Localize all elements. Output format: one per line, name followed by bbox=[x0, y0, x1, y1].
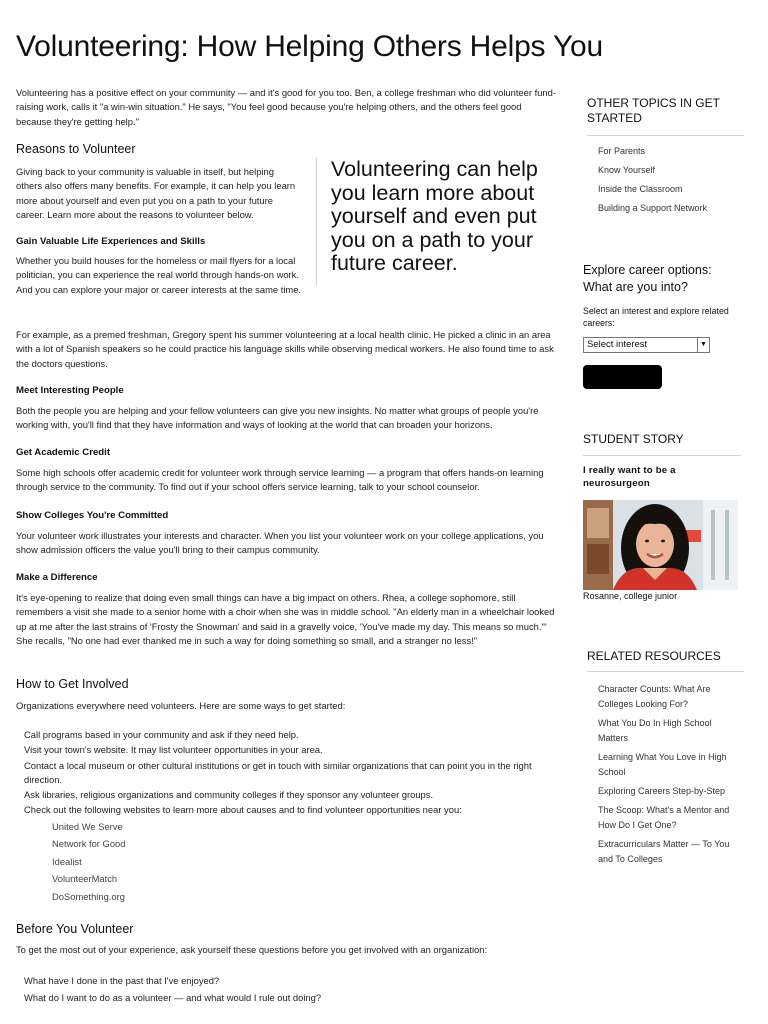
list-item: What do I want to do as a volunteer — and what would I rule out doing? bbox=[24, 992, 322, 1003]
committed-paragraph: Your volunteer work illustrates your interests and character. When you list your volunteer work on your college applications, you show admission officers the value you'll bring to their campus community. bbox=[16, 530, 544, 556]
other-topics-list bbox=[598, 144, 744, 216]
pull-quote: Volunteering can help you learn more about yourself and even put you on a path to your future career. bbox=[316, 158, 556, 286]
involved-list bbox=[24, 728, 556, 905]
resource-link-high-school-matters[interactable]: What You Do In High School Matters bbox=[598, 718, 712, 743]
experience-paragraph-2: For example, as a premed freshman, Gregory spent his summer volunteering at a local health clinic. He picked a clinic in an area with a lot of Spanish speakers so he could practice his language skills while observing medical workers. He also found time to ask the doctors questions. bbox=[16, 329, 554, 369]
interest-select-value: Select interest bbox=[587, 339, 648, 350]
resource-link-learning-what-you-love[interactable]: Learning What You Love in High School bbox=[598, 752, 727, 777]
website-link-idealist[interactable]: Idealist bbox=[52, 855, 82, 867]
experience-heading: Gain Valuable Life Experiences and Skills bbox=[16, 236, 206, 247]
interest-select[interactable] bbox=[583, 337, 710, 353]
difference-paragraph: It's eye-opening to realize that doing even small things can have a big impact on others. Rhea, a college sophomore, still remembers a visit she made to a senior home with a choir when she was in middle school. "An elderly man in a wheelchair looked up at me after the last strains of 'Frosty the Snowman' and said in a gravelly voice, 'You've made my day. This means so much.'" She recalls, "No one had ever thanked me in such a way for doing something so small, and a stranger no less!" bbox=[16, 592, 555, 646]
divider bbox=[587, 671, 744, 672]
list-item: Ask libraries, religious organizations and community colleges if they sponsor any volunteer groups. bbox=[24, 789, 434, 801]
credit-paragraph: Some high schools offer academic credit for volunteer work through service learning — a program that offers hands-on learning through service to the community. To find out if your school offers service learning, talk to your school counselor. bbox=[16, 467, 544, 493]
chevron-down-icon: ▼ bbox=[697, 338, 709, 352]
reasons-paragraph: Giving back to your community is valuable in itself, but helping others also offers many benefits. For example, it can help you learn more about yourself and even put you on a path to your future career. Learn more about the reasons to volunteer below. bbox=[16, 166, 296, 220]
people-heading: Meet Interesting People bbox=[16, 385, 124, 396]
student-story-link[interactable]: I really want to be a neurosurgeon bbox=[583, 465, 676, 489]
list-item: Call programs based in your community and ask if they need help. bbox=[24, 729, 299, 740]
topic-link-inside-classroom[interactable]: Inside the Classroom bbox=[598, 184, 683, 194]
resource-link-character-counts[interactable]: Character Counts: What Are Colleges Looking For? bbox=[598, 684, 711, 709]
related-resources-list bbox=[598, 682, 744, 867]
website-link-dosomething[interactable]: DoSomething.org bbox=[52, 890, 125, 902]
intro-paragraph: Volunteering has a positive effect on your community — and it's good for you too. Ben, a college freshman who did volunteer fund-raising work, calls it "a win-win situation." He says, "You feel good because you're helping others, and the others feel good because they're getting help." bbox=[16, 87, 556, 127]
before-heading: Before You Volunteer bbox=[16, 922, 134, 936]
reasons-heading: Reasons to Volunteer bbox=[16, 142, 136, 156]
website-link-network-for-good[interactable]: Network for Good bbox=[52, 838, 126, 850]
list-item: Check out the following websites to learn more about causes and to find volunteer opportunities near you: bbox=[24, 804, 462, 816]
divider bbox=[587, 135, 744, 136]
topic-link-for-parents[interactable]: For Parents bbox=[598, 146, 646, 156]
list-item: Visit your town's website. It may list volunteer opportunities in your area. bbox=[24, 744, 323, 756]
involved-intro: Organizations everywhere need volunteers. Here are some ways to get started: bbox=[16, 700, 346, 711]
committed-heading: Show Colleges You're Committed bbox=[16, 510, 169, 521]
student-photo[interactable] bbox=[583, 500, 738, 590]
explore-careers-button[interactable] bbox=[583, 365, 662, 389]
student-photo-caption: Rosanne, college junior bbox=[583, 591, 678, 601]
career-instructions: Select an interest and explore related careers: bbox=[583, 306, 729, 328]
page-title: Volunteering: How Helping Others Helps You bbox=[16, 30, 603, 63]
people-paragraph: Both the people you are helping and your fellow volunteers can give you new insights. No matter what groups of people you're working with, you'll find that they have information and ways of looking at the world that can broaden your horizons. bbox=[16, 405, 539, 431]
divider bbox=[583, 455, 741, 456]
difference-heading: Make a Difference bbox=[16, 572, 98, 583]
experience-paragraph-1: Whether you build houses for the homeless or mail flyers for a local politician, you can experience the real world through hands-on work. And you can explore your major or career interests at the same time. bbox=[16, 255, 302, 295]
resource-link-mentor[interactable]: The Scoop: What's a Mentor and How Do I Get One? bbox=[598, 805, 730, 830]
list-item: What have I done in the past that I've enjoyed? bbox=[24, 975, 220, 986]
other-topics-heading: OTHER TOPICS IN GET STARTED bbox=[587, 96, 720, 125]
topic-link-know-yourself[interactable]: Know Yourself bbox=[598, 165, 656, 175]
career-heading: Explore career options: What are you into? bbox=[583, 263, 712, 294]
list-item: Contact a local museum or other cultural institutions or get in touch with similar organizations that can point you in the right direction. bbox=[24, 759, 532, 785]
related-resources-heading: RELATED RESOURCES bbox=[587, 649, 721, 663]
before-list bbox=[24, 972, 556, 1006]
website-link-united-we-serve[interactable]: United We Serve bbox=[52, 820, 123, 832]
before-intro: To get the most out of your experience, ask yourself these questions before you get involved with an organization: bbox=[16, 944, 488, 955]
resource-link-exploring-careers[interactable]: Exploring Careers Step-by-Step bbox=[598, 786, 726, 796]
student-portrait-image bbox=[583, 500, 738, 590]
website-link-volunteermatch[interactable]: VolunteerMatch bbox=[52, 873, 118, 885]
student-story-heading: STUDENT STORY bbox=[583, 432, 684, 446]
website-list bbox=[52, 818, 556, 906]
involved-heading: How to Get Involved bbox=[16, 677, 129, 691]
resource-link-extracurriculars[interactable]: Extracurriculars Matter — To You and To Colleges bbox=[598, 839, 730, 864]
topic-link-support-network[interactable]: Building a Support Network bbox=[598, 203, 708, 213]
credit-heading: Get Academic Credit bbox=[16, 447, 111, 458]
